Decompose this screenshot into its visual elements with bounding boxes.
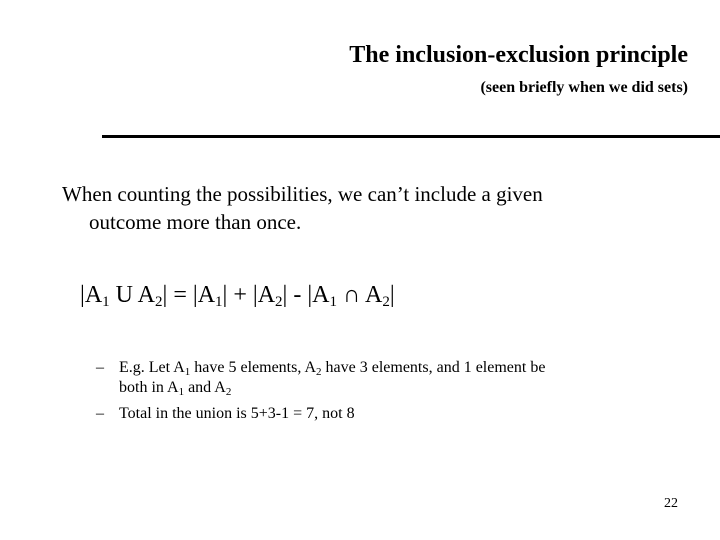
slide-title: The inclusion-exclusion principle — [349, 42, 688, 68]
slide-subtitle: (seen briefly when we did sets) — [480, 79, 688, 96]
intro-line-1: When counting the possibilities, we can’t include a given — [62, 182, 543, 206]
formula-set: A — [365, 282, 383, 308]
formula-set: A — [257, 282, 276, 308]
formula-intersection-operator: ∩ — [337, 282, 366, 308]
formula-bar: | — [252, 282, 258, 308]
formula-equals: = — [167, 282, 193, 308]
formula-set: A — [84, 282, 103, 308]
formula-bar: | — [162, 282, 168, 308]
bullet-subscript: 2 — [225, 386, 232, 398]
formula-subscript: 2 — [155, 294, 163, 310]
formula-subscript: 2 — [275, 294, 283, 310]
bullet-text: have 3 elements, and 1 element be — [321, 359, 546, 376]
formula-set: A — [312, 282, 330, 308]
bullet-text: and A — [184, 379, 226, 396]
inclusion-exclusion-formula — [80, 282, 395, 309]
bullet-dash: – — [96, 359, 104, 376]
bullet-total — [96, 404, 676, 424]
formula-subscript: 1 — [329, 294, 338, 310]
formula-minus: - — [287, 282, 308, 308]
formula-bar: | — [307, 282, 313, 308]
bullet-subscript: 1 — [184, 366, 191, 378]
formula-union-operator: U — [109, 282, 138, 308]
formula-bar: | — [192, 282, 198, 308]
bullet-dash: – — [96, 405, 104, 422]
formula-bar: | — [80, 282, 85, 308]
bullet-example — [96, 358, 676, 398]
bullet-subscript: 1 — [178, 386, 185, 398]
page-number: 22 — [664, 496, 678, 511]
formula-set: A — [197, 282, 216, 308]
bullet-subscript: 2 — [316, 366, 322, 378]
bullet-text: both in A — [119, 379, 179, 396]
formula-set: A — [137, 282, 156, 308]
formula-subscript: 2 — [382, 294, 390, 310]
bullet-text: have 5 elements, A — [190, 359, 317, 376]
formula-subscript: 1 — [102, 294, 110, 310]
formula-subscript: 1 — [215, 294, 223, 310]
formula-plus: + — [227, 282, 253, 308]
bullet-text: E.g. Let A — [119, 359, 185, 376]
formula-bar: | — [282, 282, 288, 308]
intro-line-2: outcome more than once. — [89, 210, 302, 234]
intro-paragraph — [62, 180, 662, 236]
formula-bar: | — [389, 282, 395, 308]
bullet-text: Total in the union is 5+3-1 = 7, not 8 — [119, 405, 355, 422]
bullet-list — [96, 358, 676, 430]
formula-bar: | — [222, 282, 228, 308]
title-divider — [102, 135, 720, 138]
